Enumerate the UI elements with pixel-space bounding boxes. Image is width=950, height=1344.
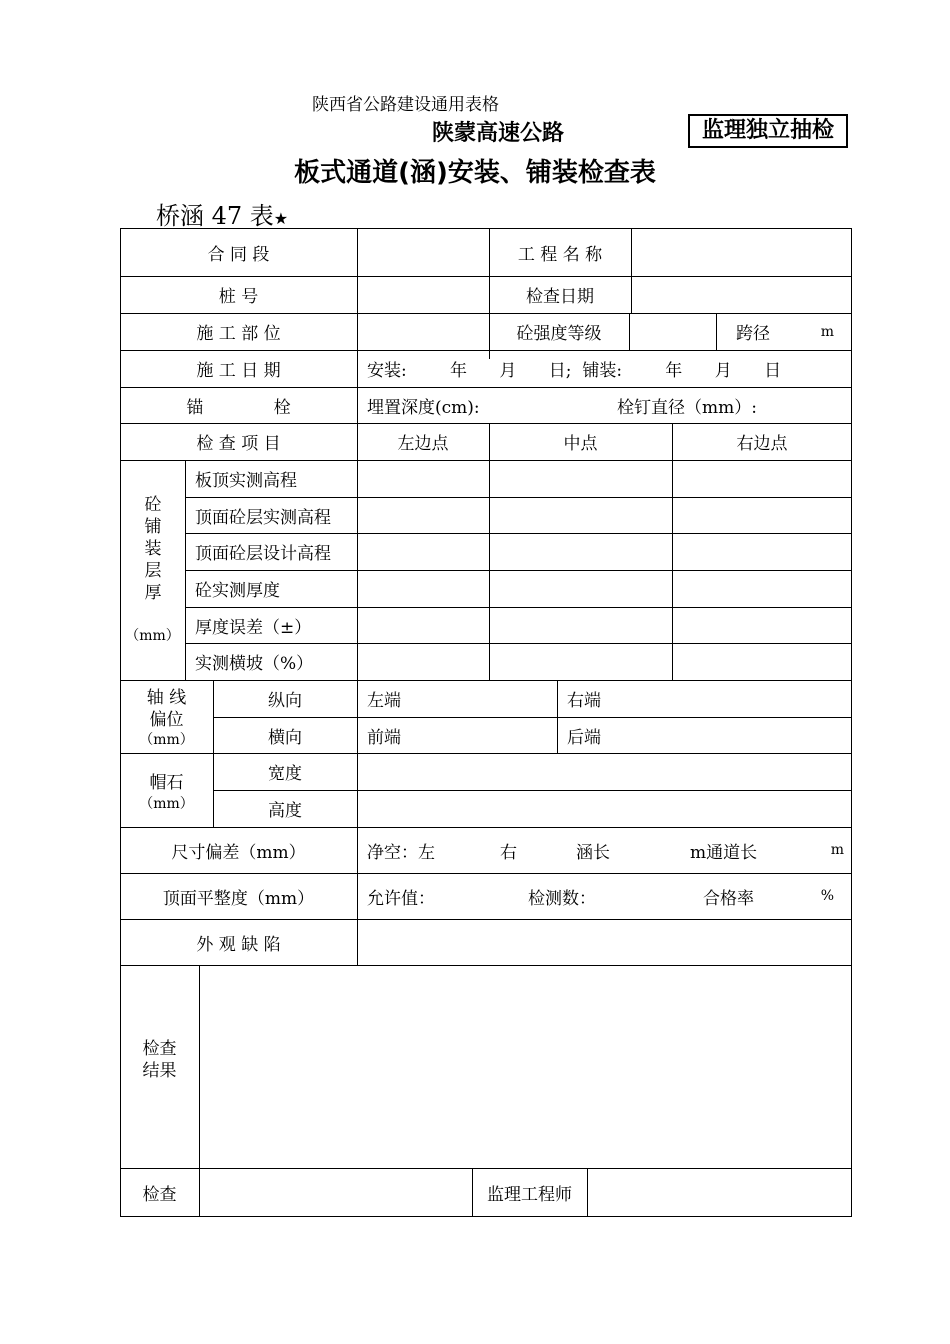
result-label-2: 结果 [142,1060,177,1081]
paving-thickness-label [134,494,172,604]
check-row-label: 顶面砼层设计高程 [195,544,331,564]
pass-rate-unit: % [820,888,834,904]
anchor-label: 锚 栓 [186,397,291,418]
check-row-label: 顶面砼层实测高程 [195,507,331,528]
axis-label-1: 轴 线 [146,687,187,708]
appearance-defects-label: 外 观 缺 陷 [196,934,281,955]
anchor-diameter[interactable]: 栓钉直径（mm）: [617,397,757,418]
engineer-signature[interactable] [587,1168,852,1217]
table-number [156,196,288,231]
clearance-left-label: 净空：左 [367,842,435,863]
check-row-label: 实测横坡（%） [195,654,314,674]
clearance-right-label: 右 [500,842,517,863]
cap-stone-label: 帽石 [149,772,184,793]
check-date-value[interactable] [631,276,852,313]
transverse-label: 横向 [268,727,302,748]
check-row-label: 厚度误差（±） [195,617,312,638]
pile-label: 桩 号 [218,287,259,307]
axis-unit: （mm） [139,732,194,748]
check-row-label: 板顶实测高程 [195,471,297,491]
allowed-value-label: 允许值： [367,888,435,909]
page-title: 板式通道(涵)安装、铺装检查表 [294,158,656,188]
engineer-label: 监理工程师 [487,1185,572,1205]
col-divider [672,423,673,680]
col-divider [716,313,717,350]
col-divider [557,680,558,753]
inspection-stamp: 监理独立抽检 [688,114,848,148]
span-label: 跨径 [736,324,770,344]
highway-name: 陕蒙高速公路 [432,121,565,146]
cap-stone-unit: （mm） [139,796,194,812]
part-value[interactable] [357,313,489,350]
passage-length-unit: m [830,842,844,858]
date-label: 施 工 日 期 [196,361,281,381]
right-point-header: 右边点 [736,434,788,454]
cap-height-label: 高度 [268,801,302,821]
col-divider [185,460,186,680]
contract-label: 合 同 段 [207,244,270,265]
date-value[interactable]: 安装: 年 月 日; 铺装: 年 月 日 [367,361,782,381]
right-end-label: 右端 [567,691,601,711]
strength-label: 砼强度等级 [516,324,602,344]
size-deviation-label: 尺寸偏差（mm） [171,842,306,863]
form-caption: 陕西省公路建设通用表格 [312,95,499,115]
contract-value[interactable] [357,228,489,276]
strength-value[interactable] [629,313,716,350]
col-divider [489,423,490,680]
result-label-1: 检查 [142,1038,177,1059]
col-divider [357,460,358,965]
front-end-label: 前端 [367,727,401,748]
paving-thickness-unit: （mm） [125,628,180,644]
table-number-text: 桥涵 47 表 [156,202,274,230]
left-point-header: 左边点 [397,434,449,454]
project-name-label: 工 程 名 称 [517,244,603,265]
rear-end-label: 后端 [567,727,601,748]
cap-width-label: 宽度 [268,764,302,784]
check-items-label: 检 查 项 目 [196,434,281,454]
longitudinal-label: 纵向 [268,691,302,711]
star-icon: ★ [273,209,289,228]
left-end-label: 左端 [367,691,401,711]
test-count-label: 检测数： [528,888,596,909]
paving-thickness-text: 砼铺装层厚 [144,495,162,603]
result-value[interactable] [199,965,852,1168]
pass-rate-label: 合格率 [703,888,754,909]
part-label: 施 工 部 位 [196,324,281,344]
check-date-label: 检查日期 [526,287,594,307]
inspector-signature[interactable] [199,1168,472,1217]
flatness-label: 顶面平整度（mm） [162,888,315,909]
anchor-depth[interactable]: 埋置深度(cm): [367,397,480,418]
axis-label-2: 偏位 [149,709,184,730]
appearance-defects-value[interactable] [357,919,852,965]
pile-value[interactable] [357,276,489,313]
culvert-length-label: 涵长 [576,842,610,863]
mid-point-header: 中点 [563,434,598,454]
check-row-label: 砼实测厚度 [195,581,280,601]
passage-length-label: m通道长 [690,842,758,863]
project-name-value[interactable] [631,228,852,276]
inspector-label: 检查 [142,1185,177,1205]
span-unit: m [820,323,834,340]
